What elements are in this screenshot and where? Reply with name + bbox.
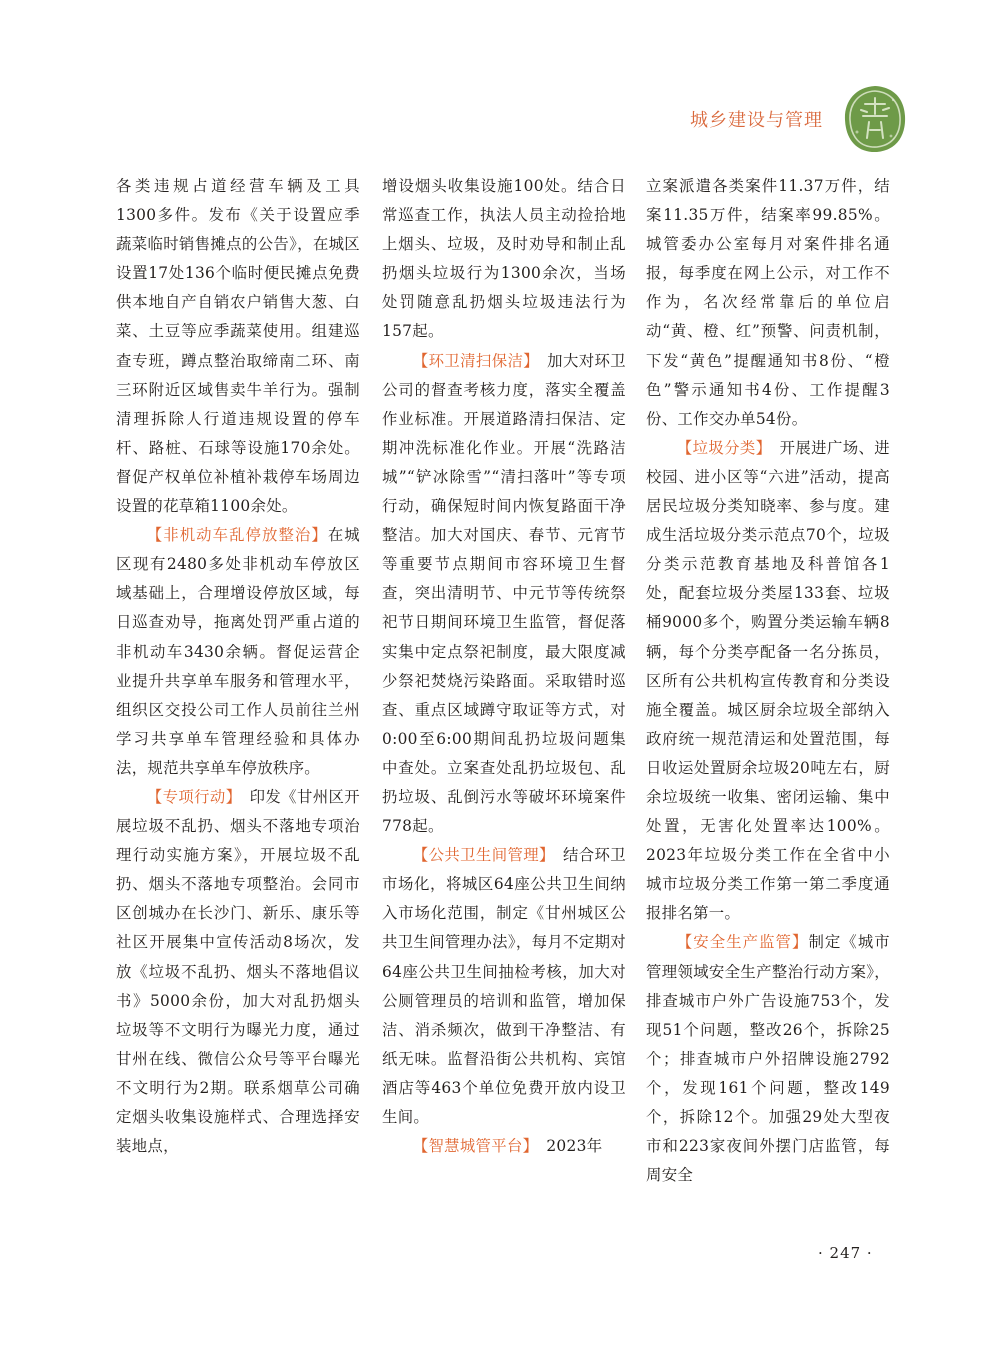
seal-emblem-icon bbox=[843, 84, 907, 154]
paragraph bbox=[382, 172, 626, 347]
paragraph-text: 制定《城市管理领域安全生产整治行动方案》，排查城市户外广告设施753个，发现51个问题，整改26个，拆除25个；排查城市户外招牌设施2792个，发现161个问题，整改149个，拆除12个。加强29处大型夜市和223家夜间外摆门店监管，每周安全 bbox=[646, 933, 890, 1185]
paragraph-text: 结合环卫市场化，将城区64座公共卫生间纳入市场化范围，制定《甘州城区公共卫生间管理办法》，每月不定期对64座公共卫生间抽检考核，加大对公厕管理员的培训和监管，增加保洁、消杀频次，做到干净整洁、有纸无味。监督沿街公共机构、宾馆酒店等463个单位免费开放内设卫生间。 bbox=[382, 846, 626, 1126]
paragraph bbox=[382, 347, 626, 842]
paragraph bbox=[382, 1132, 626, 1161]
section-heading: 【垃圾分类】 bbox=[676, 438, 764, 457]
paragraph-text: 2023年 bbox=[546, 1137, 603, 1156]
paragraph-text: 加大对环卫公司的督查考核力度，落实全覆盖作业标准。开展道路清扫保洁、定期冲洗标准化作业。开展“洗路洁城”“铲冰除雪”“清扫落叶”等专项行动，确保短时间内恢复路面干净整洁。加大对国庆、春节、元宵节等重要节点期间市容环境卫生督查，突出清明节、中元节等传统祭祀节日期间环境卫生监管，督促落实集中定点祭祀制度，最大限度减少祭祀焚烧污染路面。采取错时巡查、重点区域蹲守取证等方式，对0:00至6:00期间乱扔垃圾问题集中查处。立案查处乱扔垃圾包、乱扔垃圾、乱倒污水等破坏环境案件778起。 bbox=[382, 351, 626, 836]
text-column-3 bbox=[646, 172, 890, 1190]
paragraph-text: 印发《甘州区开展垃圾不乱扔、烟头不落地专项治理行动实施方案》，开展垃圾不乱扔、烟头不落地专项整治。会同市区创城办在长沙门、新乐、康乐等社区开展集中宣传活动8场次，发放《垃圾不乱扔、烟头不落地倡议书》5000余份，加大对乱扔烟头垃圾等不文明行为曝光力度，通过甘州在线、微信公众号等平台曝光不文明行为2期。联系烟草公司确定烟头收集设施样式、合理选择安装地点， bbox=[116, 787, 360, 1156]
paragraph bbox=[646, 928, 890, 1190]
paragraph-text: 在城区现有2480多处非机动车停放区域基础上，合理增设停放区域，每日巡查劝导，拖离处罚严重占道的非机动车3430余辆。督促运营企业提升共享单车服务和管理水平，组织区交投公司工作人员前往兰州学习共享单车管理经验和具体办法，规范共享单车停放秩序。 bbox=[116, 526, 360, 777]
section-heading: 【智慧城管平台】 bbox=[412, 1137, 531, 1156]
text-column-1 bbox=[116, 172, 360, 1161]
section-heading: 【专项行动】 bbox=[146, 787, 234, 806]
paragraph bbox=[116, 521, 360, 783]
page-number: · 247 · bbox=[818, 1244, 873, 1262]
paragraph-text: 增设烟头收集设施100处。结合日常巡查工作，执法人员主动捡拾地上烟头、垃圾，及时劝导和制止乱扔烟头垃圾行为1300余次，当场处罚随意乱扔烟头垃圾违法行为157起。 bbox=[382, 177, 626, 341]
paragraph bbox=[646, 434, 890, 929]
paragraph bbox=[646, 172, 890, 434]
text-column-2 bbox=[382, 172, 626, 1161]
paragraph-text: 立案派遣各类案件11.37万件，结案11.35万件，结案率99.85%。城管委办公室每月对案件排名通报，每季度在网上公示，对工作不作为，名次经常靠后的单位启动“黄、橙、红”预警、问责机制，下发“黄色”提醒通知书8份、“橙色”警示通知书4份、工作提醒3份、工作交办单54份。 bbox=[646, 177, 890, 428]
section-heading: 【公共卫生间管理】 bbox=[412, 846, 548, 865]
paragraph-text: 开展进广场、进校园、进小区等“六进”活动，提高居民垃圾分类知晓率、参与度。建成生活垃圾分类示范点70个，垃圾分类示范教育基地及科普馆各1处，配套垃圾分类屋133套、垃圾桶9000多个，购置分类运输车辆8辆，每个分类亭配备一名分拣员，区所有公共机构宣传教育和分类设施全覆盖。城区厨余垃圾全部纳入政府统一规范清运和处置范围，每日收运处置厨余垃圾20吨左右，厨余垃圾统一收集、密闭运输、集中处置，无害化处置率达100%。2023年垃圾分类工作在全省中小城市垃圾分类工作第一第二季度通报排名第一。 bbox=[646, 438, 890, 923]
section-heading: 【安全生产监管】 bbox=[676, 933, 809, 952]
paragraph-text: 各类违规占道经营车辆及工具1300多件。发布《关于设置应季蔬菜临时销售摊点的公告》，在城区设置17处136个临时便民摊点免费供本地自产自销农户销售大葱、白菜、土豆等应季蔬菜使用。组建巡查专班，蹲点整治取缔南二环、南三环附近区域售卖牛羊行为。强制清理拆除人行道违规设置的停车杆、路桩、石球等设施170余处。督促产权单位补植补栽停车场周边设置的花草箱1100余处。 bbox=[116, 177, 360, 516]
paragraph bbox=[382, 841, 626, 1132]
section-heading: 【非机动车乱停放整治】 bbox=[146, 526, 328, 545]
paragraph bbox=[116, 783, 360, 1161]
section-title: 城乡建设与管理 bbox=[690, 110, 823, 131]
section-heading: 【环卫清扫保洁】 bbox=[412, 351, 532, 370]
paragraph bbox=[116, 172, 360, 521]
